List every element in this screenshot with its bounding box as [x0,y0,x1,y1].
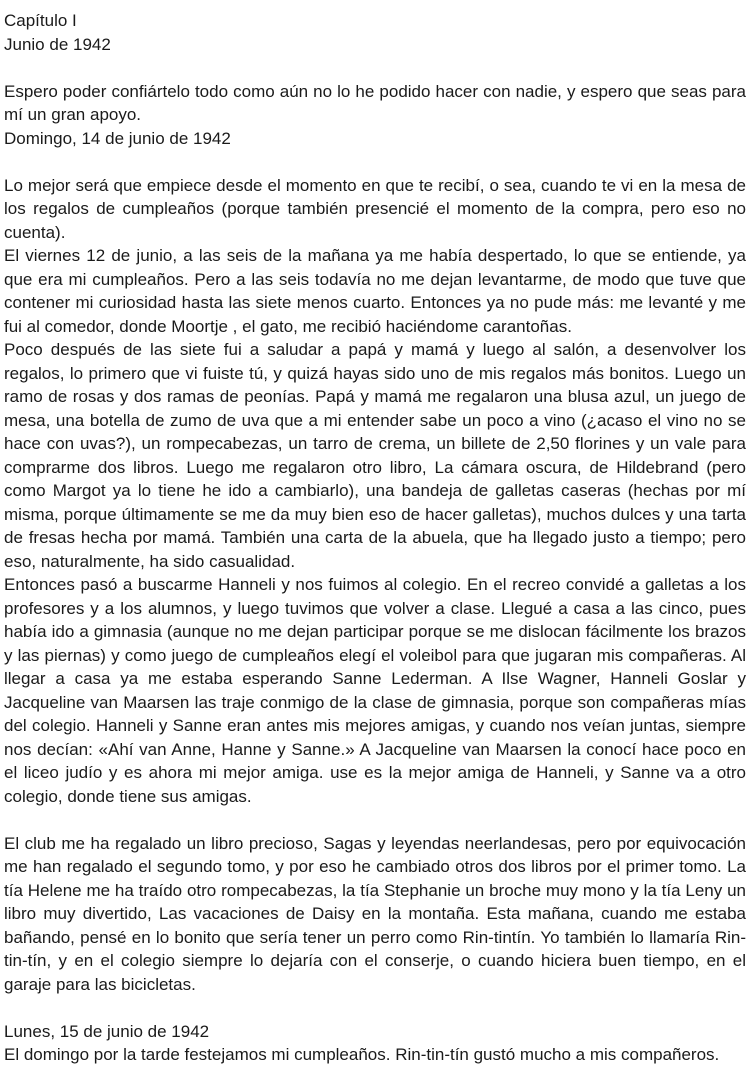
chapter-title: Capítulo I [4,11,77,30]
paragraph: El viernes 12 de junio, a las seis de la mañana ya me había despertado, lo que se entiende, ya que era mi cumpleaños. Pero a las seis todavía no me dejan levantarme, de modo que tuve que contener mi curiosidad hasta las siete menos cuarto. Entonces ya no pude más: me levanté y me fui al comedor, donde Moortje , el gato, me recibió haciéndome carantoñas. [4,246,746,336]
paragraph: Entonces pasó a buscarme Hanneli y nos fuimos al colegio. En el recreo convidé a galletas a los profesores y a los alumnos, y luego tuvimos que volver a clase. Llegué a casa a las cinco, pues había ido a gimnasia (aunque no me dejan participar porque se me dislocan fácilmente los brazos y las piernas) y como juego de cumpleaños elegí el voleibol para que jugaran mis compañeras. Al llegar a casa ya me estaba esperando Sanne Lederman. A Ilse Wagner, Hanneli Goslar y Jacqueline van Maarsen las traje conmigo de la clase de gimnasia, porque son compañeras mías del colegio. Hanneli y Sanne eran antes mis mejores amigas, y cuando nos veían juntas, siempre nos decían: «Ahí van Anne, Hanne y Sanne.» A Jacqueline van Maarsen la conocí hace poco en el liceo judío y es ahora mi mejor amiga. use es la mejor amiga de Hanneli, y Sanne va a otro colegio, donde tiene sus amigas. [4,575,746,806]
blank-line [4,56,746,80]
paragraph: Poco después de las siete fui a saludar a papá y mamá y luego al salón, a desenvolver los regalos, lo primero que vi fuiste tú, y quizá hayas sido uno de mis regalos más bonitos. Luego un ramo de rosas y dos ramas de peonías. Papá y mamá me regalaron una blusa azul, un juego de mesa, una botella de zumo de uva que a mi entender sabe un poco a vino (¿acaso el vino no se hace con uvas?), un rompecabezas, un tarro de crema, un billete de 2,50 florines y un vale para comprarme dos libros. Luego me regalaron otro libro, La cámara oscura, de Hildebrand (pero como Margot ya lo tiene he ido a cambiarlo), una bandeja de galletas caseras (hechas por mí misma, porque últimamente se me da muy bien eso de hacer galletas), muchos dulces y una tarta de fresas hecha por mamá. También una carta de la abuela, que ha llegado justo a tiempo; pero eso, naturalmente, ha sido casualidad. [4,340,746,571]
blank-line [4,996,746,1020]
paragraph: Lo mejor será que empiece desde el momento en que te recibí, o sea, cuando te vi en la mesa de los regalos de cumpleaños (porque también presencié el momento de la compra, pero eso no cuenta). [4,175,746,242]
intro-paragraph: Espero poder confiártelo todo como aún no lo he podido hacer con nadie, y espero que seas para mí un gran apoyo. [4,81,746,124]
blank-line [4,808,746,832]
entry-date: Domingo, 14 de junio de 1942 [4,128,231,148]
blank-line [4,150,746,174]
paragraph: El club me ha regalado un libro precioso, Sagas y leyendas neerlandesas, pero por equivocación me han regalado el segundo tomo, y por eso he cambiado otros dos libros por el primer tomo. La tía Helene me ha traído otro rompecabezas, la tía Stephanie un broche muy mono y la tía Leny un libro muy divertido, Las vacaciones de Daisy en la montaña. Esta mañana, cuando me estaba bañando, pensé en lo bonito que sería tener un perro como Rin-tintín. Yo también lo llamaría Rin-tin-tín, y en el colegio siempre lo dejaría con el conserje, o cuando hiciera buen tiempo, en el garaje para las bicicletas. [4,833,746,994]
entry-date: Lunes, 15 de junio de 1942 [4,1021,210,1041]
chapter-subtitle: Junio de 1942 [4,34,111,54]
paragraph: El domingo por la tarde festejamos mi cumpleaños. Rin-tin-tín gustó mucho a mis compañeros. [4,1045,720,1064]
